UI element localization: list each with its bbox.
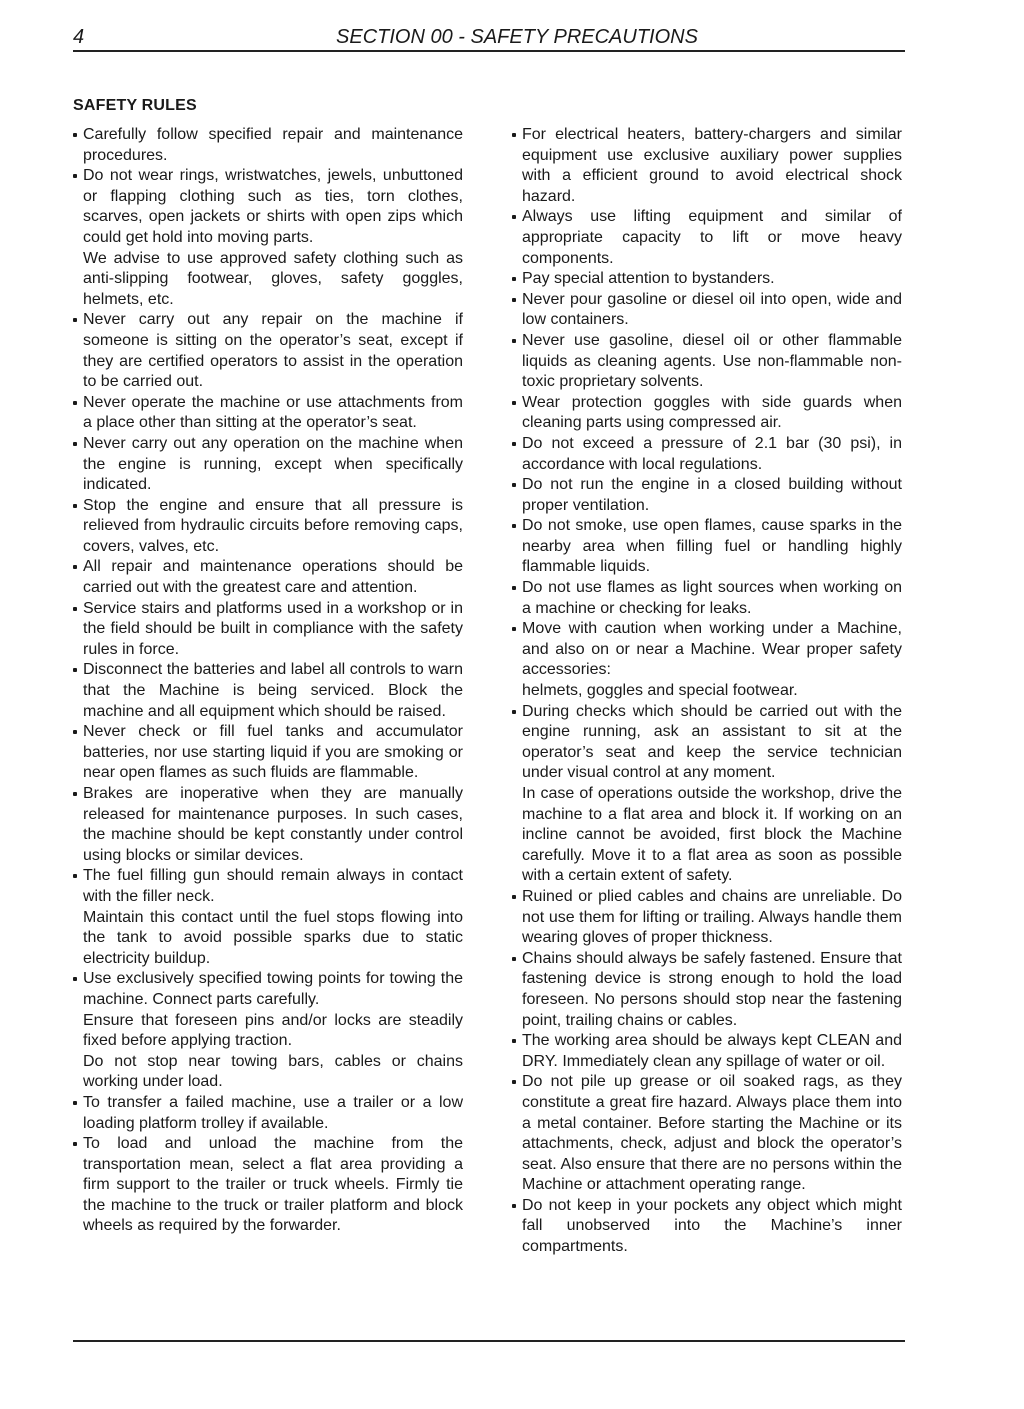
page-number: 4 [73,26,85,48]
safety-rule-text: For electrical heaters, battery-chargers and similar equipment use exclusive auxiliary power supplies with a efficient ground to avoid electrical shock hazard. [522,126,902,205]
safety-rule-text: All repair and maintenance operations should be carried out with the greatest care and attention. [83,558,463,597]
safety-rule-item [72,784,463,866]
safety-rule-item [72,310,463,392]
safety-rule-text: Wear protection goggles with side guards when cleaning parts using compressed air. [522,393,902,432]
safety-rule-text: Do not keep in your pockets any object which might fall unobserved into the Machine’s inner compartments. [522,1196,902,1256]
safety-rule-item [511,578,902,619]
safety-rule-text: In case of operations outside the workshop, drive the machine to a flat area and block it. If working on an incline cannot be avoided, first block the Machine carefully. Move it to a flat area as soon as possible with a certain extent of safety. [522,785,902,885]
safety-rule-item [511,434,902,475]
right-column [511,125,902,1258]
safety-rule-text: Do not smoke, use open flames, cause sparks in the nearby area when filling fuel or handling highly flammable liquids. [522,517,902,576]
safety-rule-item [511,702,902,887]
safety-rule-text: The fuel filling gun should remain always in contact with the filler neck. [83,867,463,905]
safety-rule-text: Move with caution when working under a Machine, and also on or near a Machine. Wear proper safety accessories: [522,620,902,679]
safety-rule-item [72,1134,463,1237]
safety-rule-item [511,516,902,578]
footer-divider [73,1340,905,1342]
safety-rule-text: Do not wear rings, wristwatches, jewels, unbuttoned or flapping clothing such as ties, torn clothes, scarves, open jackets or shirts with open zips which could get hold into moving parts. [83,167,463,246]
safety-rule-text: Do not run the engine in a closed building without proper ventilation. [522,476,902,514]
safety-rule-text: Pay special attention to bystanders. [522,270,775,288]
safety-rule-text: The working area should be always kept CLEAN and DRY. Immediately clean any spillage of water or oil. [522,1032,902,1070]
safety-rule-text: Use exclusively specified towing points for towing the machine. Connect parts carefully. [83,970,463,1008]
page-header [73,24,905,52]
safety-rule-text: To transfer a failed machine, use a trailer or a low loading platform trolley if available. [83,1093,463,1132]
safety-rule-item [72,393,463,434]
safety-rule-item [511,125,902,207]
safety-rule-item [72,599,463,661]
safety-rule-item [511,1072,902,1196]
safety-rule-text: During checks which should be carried out with the engine running, ask an assistant to sit at the operator’s seat and keep the service technician under visual control at any moment. [522,702,902,782]
safety-rule-text: Never carry out any operation on the machine when the engine is running, except when specifically indicated. [83,434,463,494]
safety-rule-item [511,207,902,269]
safety-rule-item [72,166,463,310]
safety-rule-text: To load and unload the machine from the transportation mean, select a flat area providing a firm support to the trailer or truck wheels. Firmly tie the machine to the truck or trailer platform and block wheels as required by the forwarder. [83,1135,463,1235]
section-title: SECTION 00 - SAFETY PRECAUTIONS [336,26,698,48]
safety-rule-text: Service stairs and platforms used in a workshop or in the field should be built in compliance with the safety rules in force. [83,599,463,658]
safety-rule-item [511,1031,902,1072]
safety-rule-text: We advise to use approved safety clothing such as anti-slipping footwear, gloves, safety goggles, helmets, etc. [83,249,463,308]
safety-rule-text: helmets, goggles and special footwear. [522,682,798,700]
safety-rule-text: Do not pile up grease or oil soaked rags, as they constitute a great fire hazard. Always place them into a metal container. Before starting the Machine or its attachments, check, adjust and block the operator’s seat. Also ensure that there are no persons within the Machine or attachment operating range. [522,1073,902,1194]
safety-rule-text: Never carry out any repair on the machine if someone is sitting on the operator’s seat, except if they are certified operators to assist in the operation to be carried out. [83,311,463,391]
safety-rule-text: Never pour gasoline or diesel oil into open, wide and low containers. [522,290,902,329]
safety-rule-text: Always use lifting equipment and similar of appropriate capacity to lift or move heavy components. [522,208,902,267]
safety-rule-item [511,1196,902,1258]
safety-rule-item [511,887,902,949]
safety-rule-text: Do not stop near towing bars, cables or chains working under load. [83,1052,463,1091]
safety-rule-item [72,866,463,969]
safety-rule-item [72,722,463,784]
safety-rule-text: Stop the engine and ensure that all pressure is relieved from hydraulic circuits before removing caps, covers, valves, etc. [83,496,463,555]
safety-rule-text: Ruined or plied cables and chains are unreliable. Do not use them for lifting or trailing. Always handle them wearing gloves of proper thickness. [522,887,902,947]
safety-rule-text: Never check or fill fuel tanks and accumulator batteries, nor use starting liquid if you are smoking or near open flames as such fluids are flammable. [83,723,463,782]
safety-rule-item [511,290,902,331]
safety-rules-heading: SAFETY RULES [73,97,197,114]
safety-rule-item [72,434,463,496]
safety-rule-item [72,557,463,598]
safety-rule-item [511,949,902,1031]
safety-rule-text: Chains should always be safely fastened. Ensure that fastening device is strong enough to hold the load foreseen. No persons should stop near the fastening point, trailing chains or cables. [522,949,902,1029]
safety-rule-text: Ensure that foreseen pins and/or locks are steadily fixed before applying traction. [83,1011,463,1050]
safety-rule-item [72,496,463,558]
safety-rule-text: Never operate the machine or use attachments from a place other than sitting at the operator’s seat. [83,393,463,432]
safety-rule-item [72,125,463,166]
safety-rule-item [511,475,902,516]
safety-rule-item [511,331,902,393]
safety-rule-item [72,1093,463,1134]
safety-rule-text: Brakes are inoperative when they are manually released for maintenance purposes. In such cases, the machine should be kept constantly under control using blocks or similar devices. [83,785,463,864]
safety-rule-item [72,660,463,722]
left-column [72,125,463,1237]
safety-rule-text: Disconnect the batteries and label all controls to warn that the Machine is being serviced. Block the machine and all equipment which should be raised. [83,661,463,720]
safety-rule-text: Do not exceed a pressure of 2.1 bar (30 psi), in accordance with local regulations. [522,434,902,473]
safety-rule-text: Do not use flames as light sources when working on a machine or checking for leaks. [522,579,902,617]
safety-rule-text: Maintain this contact until the fuel stops flowing into the tank to avoid possible sparks due to static electricity buildup. [83,908,463,967]
safety-rule-item [72,969,463,1093]
safety-rule-text: Carefully follow specified repair and maintenance procedures. [83,126,463,164]
safety-rule-item [511,619,902,701]
safety-rule-item [511,393,902,434]
safety-rule-text: Never use gasoline, diesel oil or other flammable liquids as cleaning agents. Use non-flammable non-toxic proprietary solvents. [522,331,902,391]
safety-rule-item [511,269,902,290]
